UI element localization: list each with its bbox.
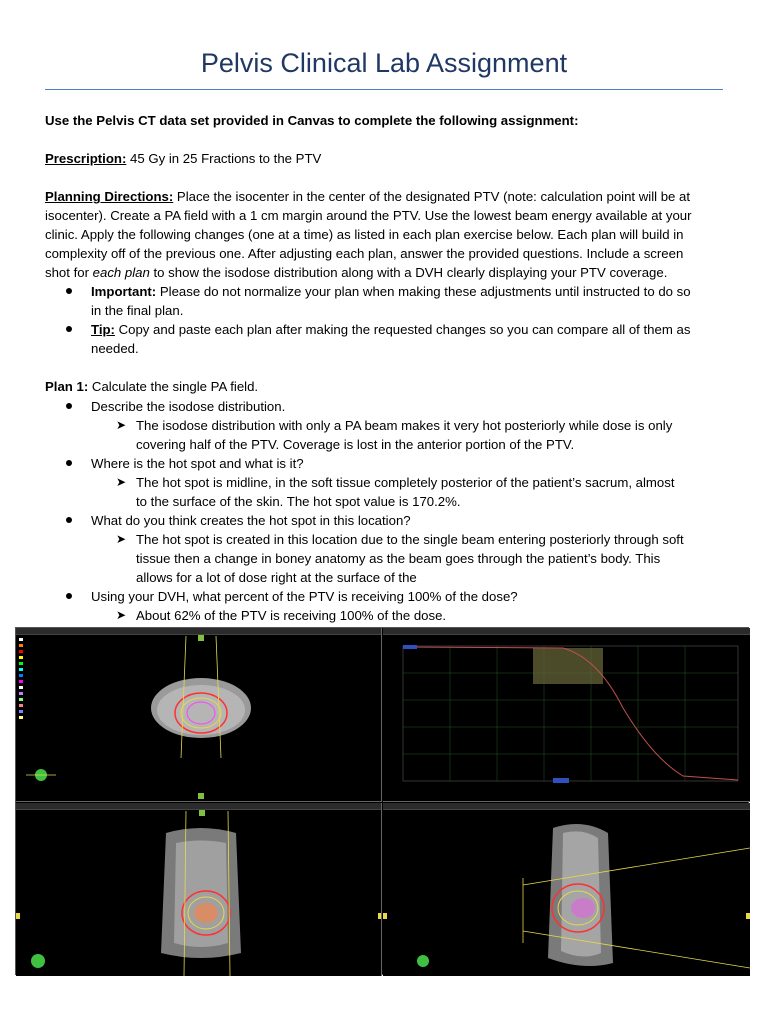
transverse-ct-image xyxy=(16,628,382,802)
important-line-2: in the final plan. xyxy=(91,303,184,318)
planning-line-5: shot for each plan to show the isodose distribution along with a DVH clearly displaying your PTV coverage. xyxy=(45,265,668,280)
bullet-dot xyxy=(66,593,72,599)
question-1: Describe the isodose distribution. xyxy=(91,399,286,414)
answer-4-line-1: About 62% of the PTV is receiving 100% of the dose. xyxy=(136,608,447,623)
tip-line-1: Tip: Copy and paste each plan after making the requested changes so you can compare all of them as xyxy=(91,322,691,337)
bullet-dot xyxy=(66,460,72,466)
answer-3-line-3: allows for a lot of dose right at the surface of the xyxy=(136,570,417,585)
tip-line-2: needed. xyxy=(91,341,139,356)
bullet-dot xyxy=(66,288,72,294)
answer-1-line-1: The isodose distribution with only a PA beam makes it very hot posteriorly while dose is only xyxy=(136,418,673,433)
title-divider xyxy=(45,89,723,90)
planning-line-4: complexity off of the previous one. After adjusting each plan, answer the provided questions. Include a screen xyxy=(45,246,684,261)
important-line-1: Important: Please do not normalize your plan when making these adjustments until instructed to do so xyxy=(91,284,691,299)
transverse-view-pane xyxy=(16,628,382,802)
frontal-view-pane xyxy=(16,803,382,976)
sagittal-view-pane xyxy=(383,803,750,976)
sagittal-ct-image xyxy=(383,803,750,976)
bullet-dot xyxy=(66,517,72,523)
prescription-text: 45 Gy in 25 Fractions to the PTV xyxy=(126,151,322,166)
dvh-chart xyxy=(383,628,750,802)
answer-3-line-2: tissue then a change in boney anatomy as the beam goes through the patient’s body. This xyxy=(136,551,661,566)
prescription-label: Prescription: xyxy=(45,151,127,166)
question-2: Where is the hot spot and what is it? xyxy=(91,456,304,471)
arrow-bullet: ➤ xyxy=(116,608,127,622)
answer-3-line-1: The hot spot is created in this location due to the single beam entering posteriorly through soft xyxy=(136,532,684,547)
prescription-line xyxy=(45,149,725,168)
planning-label: Planning Directions: xyxy=(45,189,174,204)
bullet-dot xyxy=(66,403,72,409)
arrow-bullet: ➤ xyxy=(116,532,127,546)
answer-1-line-2: covering half of the PTV. Coverage is lost in the anterior portion of the PTV. xyxy=(136,437,575,452)
question-3: What do you think creates the hot spot in this location? xyxy=(91,513,411,528)
plan1-heading: Plan 1: Calculate the single PA field. xyxy=(45,379,259,394)
frontal-ct-image xyxy=(16,803,382,976)
dvh-pane xyxy=(383,628,750,802)
arrow-bullet: ➤ xyxy=(116,418,127,432)
planning-line-3: clinic. Apply the following changes (one at a time) as listed in each plan exercise below. Each plan will build in xyxy=(45,227,684,242)
question-4: Using your DVH, what percent of the PTV is receiving 100% of the dose? xyxy=(91,589,518,604)
page-title: Pelvis Clinical Lab Assignment xyxy=(200,48,568,78)
treatment-planning-screenshot xyxy=(15,627,749,975)
answer-2-line-2: to the surface of the skin. The hot spot value is 170.2%. xyxy=(136,494,461,509)
intro-text: Use the Pelvis CT data set provided in Canvas to complete the following assignment: xyxy=(45,113,579,128)
planning-line-1 xyxy=(45,187,725,206)
answer-2-line-1: The hot spot is midline, in the soft tissue completely posterior of the patient’s sacrum, almost xyxy=(136,475,675,490)
arrow-bullet: ➤ xyxy=(116,475,127,489)
planning-line-2: isocenter). Create a PA field with a 1 cm margin around the PTV. Use the lowest beam energy available at your xyxy=(45,208,692,223)
bullet-dot xyxy=(66,326,72,332)
planning-text-1: Place the isocenter in the center of the designated PTV (note: calculation point will be at xyxy=(173,189,691,204)
